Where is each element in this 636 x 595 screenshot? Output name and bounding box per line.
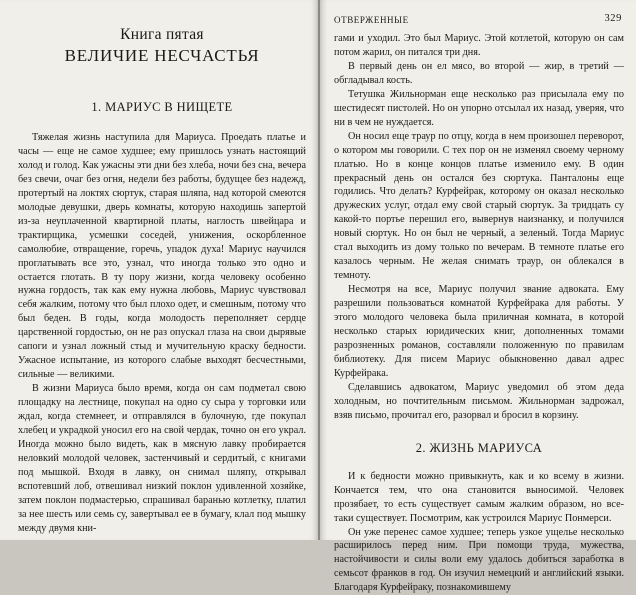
paragraph: И к бедности можно привыкнуть, как и ко всему в жизни. Кончается тем, что она становится выносимой. Человек прозябает, то есть существует самым жалким образом, но все-таки существует. Посмотрим, как устроился Мариус Понмерси. xyxy=(334,470,624,526)
paragraph: Он носил еще траур по отцу, когда в нем произошел переворот, о котором мы говорили. С тех пор он не изменял своему черному платью. Но в конце концов платье изменило ему. В один прекрасный день он остался без сюртука. Панталоны еще годились. Что делать? Курфейрак, которому он оказал несколько дружеских услуг, отдал ему свой старый сюртук. За тридцать су какой-то портье перешил его, вывернув наизнанку, и получился новый сюртук. Но он был не черный, а зеленый. Тогда Мариус стал выходить из дому только по вечерам. В темноте платье его казалось черным. Не желая снимать траур, он облекался в темноту. xyxy=(334,130,624,283)
paragraph: Тетушка Жильнорман еще несколько раз присылала ему по шестидесят пистолей. Но он упорно отсылал их назад, уверяя, что ни в чем не нуждается. xyxy=(334,88,624,130)
paragraph: В жизни Мариуса было время, когда он сам подметал свою площадку на лестнице, покупал на одно су сыра у торговки или ждал, когда стемнеет, и отправлялся в булочную, где покупал хлебец и украдкой уносил его на свой чердак, точно он его украл. Иногда можно было видеть, как в мясную лавку пробирается неловкий молодой человек, застенчивый и сердитый, с книгами под мышкой. Входя в лавку, он снимал шляпу, открывал вспотевший лоб, отвешивал низкий поклон удивленной хозяйке, затем поклон подмастерью, спрашивал баранью котлетку, платил за нее шесть или семь су, завертывал ее в бумагу, клал под мышку между двумя кни- xyxy=(18,382,306,535)
right-page xyxy=(320,0,636,540)
paragraph: Тяжелая жизнь наступила для Мариуса. Проедать платье и часы — еще не самое худшее; ему пришлось узнать настоящий холод и голод. Как ужасны эти дни без хлеба, ночи без сна, вечера без свечи, очаг без огня, недели без работы, будущее без надежд, протертый на локтях сюртук, старая шляпа, над которой смеются молодые девушки, дверь комнаты, которую находишь запертой из-за неуплаченной квартирной платы, наглость швейцара и трактирщика, усмешки соседей, унижения, оскорбленное самолюбие, отвращение, горечь, упадок духа! Мариус научился проглатывать все это, узнал, что иногда только это одно и остается глотать. В ту пору жизни, когда человеку особенно нужна гордость, так как ему нужна любовь, Мариус чувствовал себя жалким, потому что был плохо одет, и смешным, потому что был беден. В годы, когда молодость переполняет сердце царственной гордостью, он не раз опускал глаза на свои дырявые сапоги и узнал ложный стыд и мучительную краску бедности. Ужасное испытание, из которого слабые выходят бесчестными, сильные — великими. xyxy=(18,131,306,382)
paragraph: Он уже перенес самое худшее; теперь узкое ущелье несколько расширилось перед ним. При помощи труда, мужества, настойчивости и силы воли ему удалось добиться заработка в семьсот франков в год. Он изучил немецкий и английский языки. Благодаря Курфейраку, познакомившему xyxy=(334,526,624,595)
right-page-text xyxy=(334,0,624,540)
book-heading: Книга пятая xyxy=(18,26,306,44)
running-title: ОТВЕРЖЕННЫЕ xyxy=(334,15,409,25)
paragraph: В первый день он ел мясо, во второй — жир, в третий — обгладывал кость. xyxy=(334,60,624,88)
running-header xyxy=(334,15,624,29)
paragraph: Сделавшись адвокатом, Мариус уведомил об этом деда холодным, но почтительным письмом. Жильнорман задрожал, взяв письмо, прочитал его, разорвал и бросил в корзину. xyxy=(334,381,624,423)
paragraph: Несмотря на все, Мариус получил звание адвоката. Ему разрешили пользоваться комнатой Курфейрака для работы. У этого молодого человека была приличная комната, в которой несколько старых юридических книг, дополненных томами разрозненных романов, составляли положенную по правилам библиотеку. Для писем Мариус обыкновенно давал адрес Курфейрака. xyxy=(334,283,624,381)
left-page xyxy=(0,0,318,540)
paragraph: гами и уходил. Это был Мариус. Этой котлетой, которую он сам потом жарил, он питался три дня. xyxy=(334,32,624,60)
book-title: ВЕЛИЧИЕ НЕСЧАСТЬЯ xyxy=(18,46,306,66)
section-heading-2: 2. ЖИЗНЬ МАРИУСА xyxy=(334,441,624,456)
section-heading-1: 1. МАРИУС В НИЩЕТЕ xyxy=(18,100,306,115)
page-number: 329 xyxy=(604,13,622,24)
left-page-text xyxy=(18,0,306,540)
